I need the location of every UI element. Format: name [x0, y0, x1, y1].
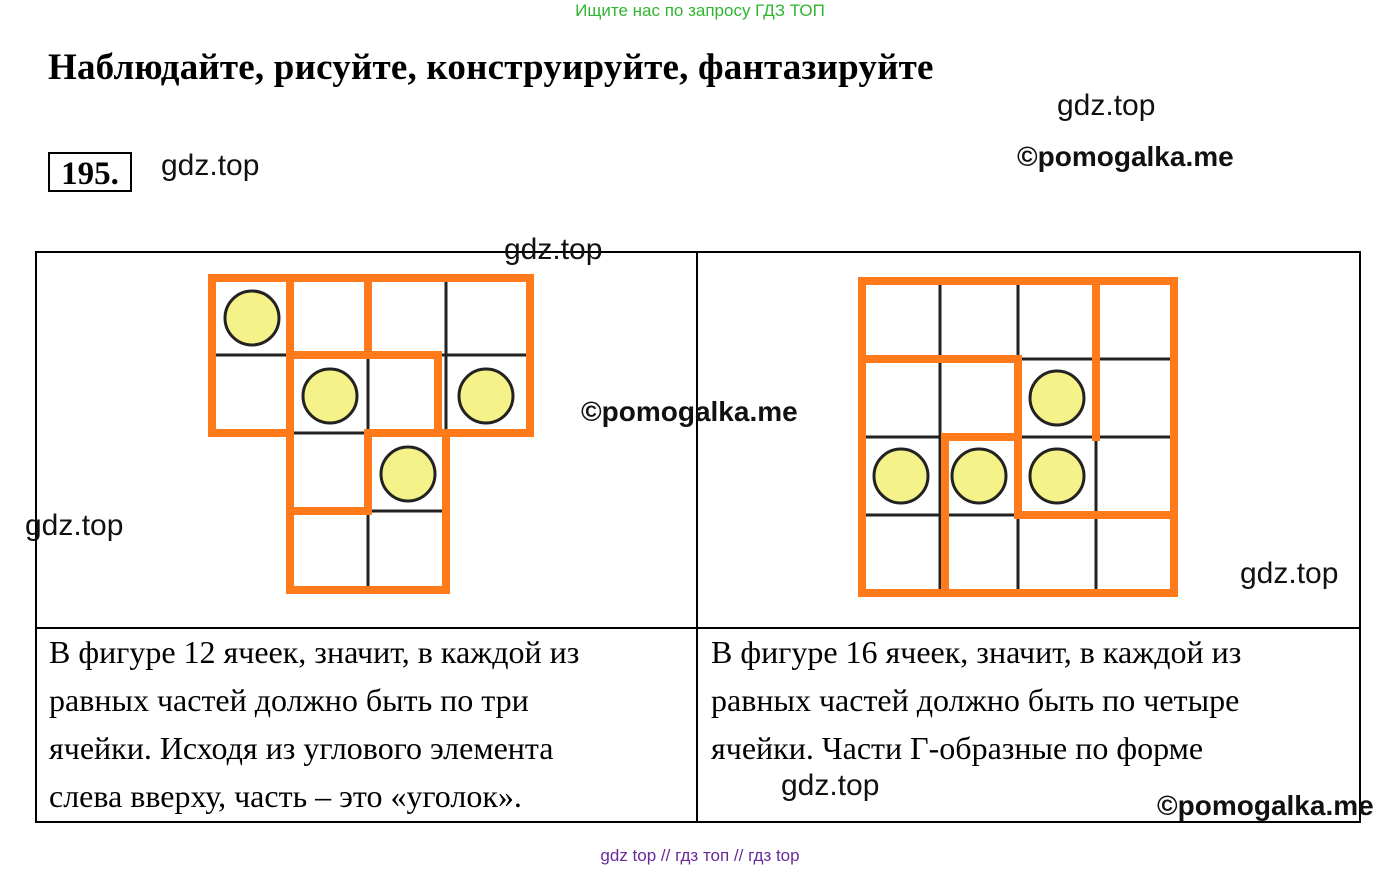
watermark-pomogalka: ©pomogalka.me: [1157, 790, 1374, 821]
watermark-gdz: gdz.top: [1240, 557, 1339, 590]
caption-line: ячейки. Исходя из углового элемента: [49, 730, 554, 766]
right-caption: [711, 628, 1241, 772]
caption-line: В фигуре 16 ячеек, значит, в каждой из: [711, 634, 1242, 670]
caption-line: равных частей должно быть по четыре: [711, 682, 1240, 718]
section-heading: Наблюдайте, рисуйте, конструируйте, фантазируйте: [48, 47, 934, 88]
watermark-gdz: gdz.top: [1057, 89, 1156, 122]
watermark-gdz: gdz.top: [161, 149, 260, 182]
watermark-gdz: gdz.top: [781, 769, 880, 802]
caption-line: равных частей должно быть по три: [49, 682, 529, 718]
watermark-pomogalka: ©pomogalka.me: [1017, 141, 1234, 172]
top-banner: Ищите нас по запросу ГДЗ ТОП: [575, 1, 825, 20]
left-caption: [49, 628, 579, 820]
table-divider-vertical: [696, 251, 698, 823]
task-number: 195.: [48, 152, 132, 192]
caption-line: ячейки. Части Г-образные по форме: [711, 730, 1204, 766]
caption-line: слева вверху, часть – это «уголок».: [49, 778, 522, 814]
watermark-pomogalka: ©pomogalka.me: [581, 396, 798, 427]
watermark-gdz: gdz.top: [25, 509, 124, 542]
left-figure-corners: [178, 253, 558, 623]
right-figure-l-shapes: [835, 253, 1225, 623]
watermark-gdz: gdz.top: [504, 233, 603, 266]
footer-links: gdz top // гдз топ // гдз top: [600, 846, 800, 865]
caption-line: В фигуре 12 ячеек, значит, в каждой из: [49, 634, 580, 670]
